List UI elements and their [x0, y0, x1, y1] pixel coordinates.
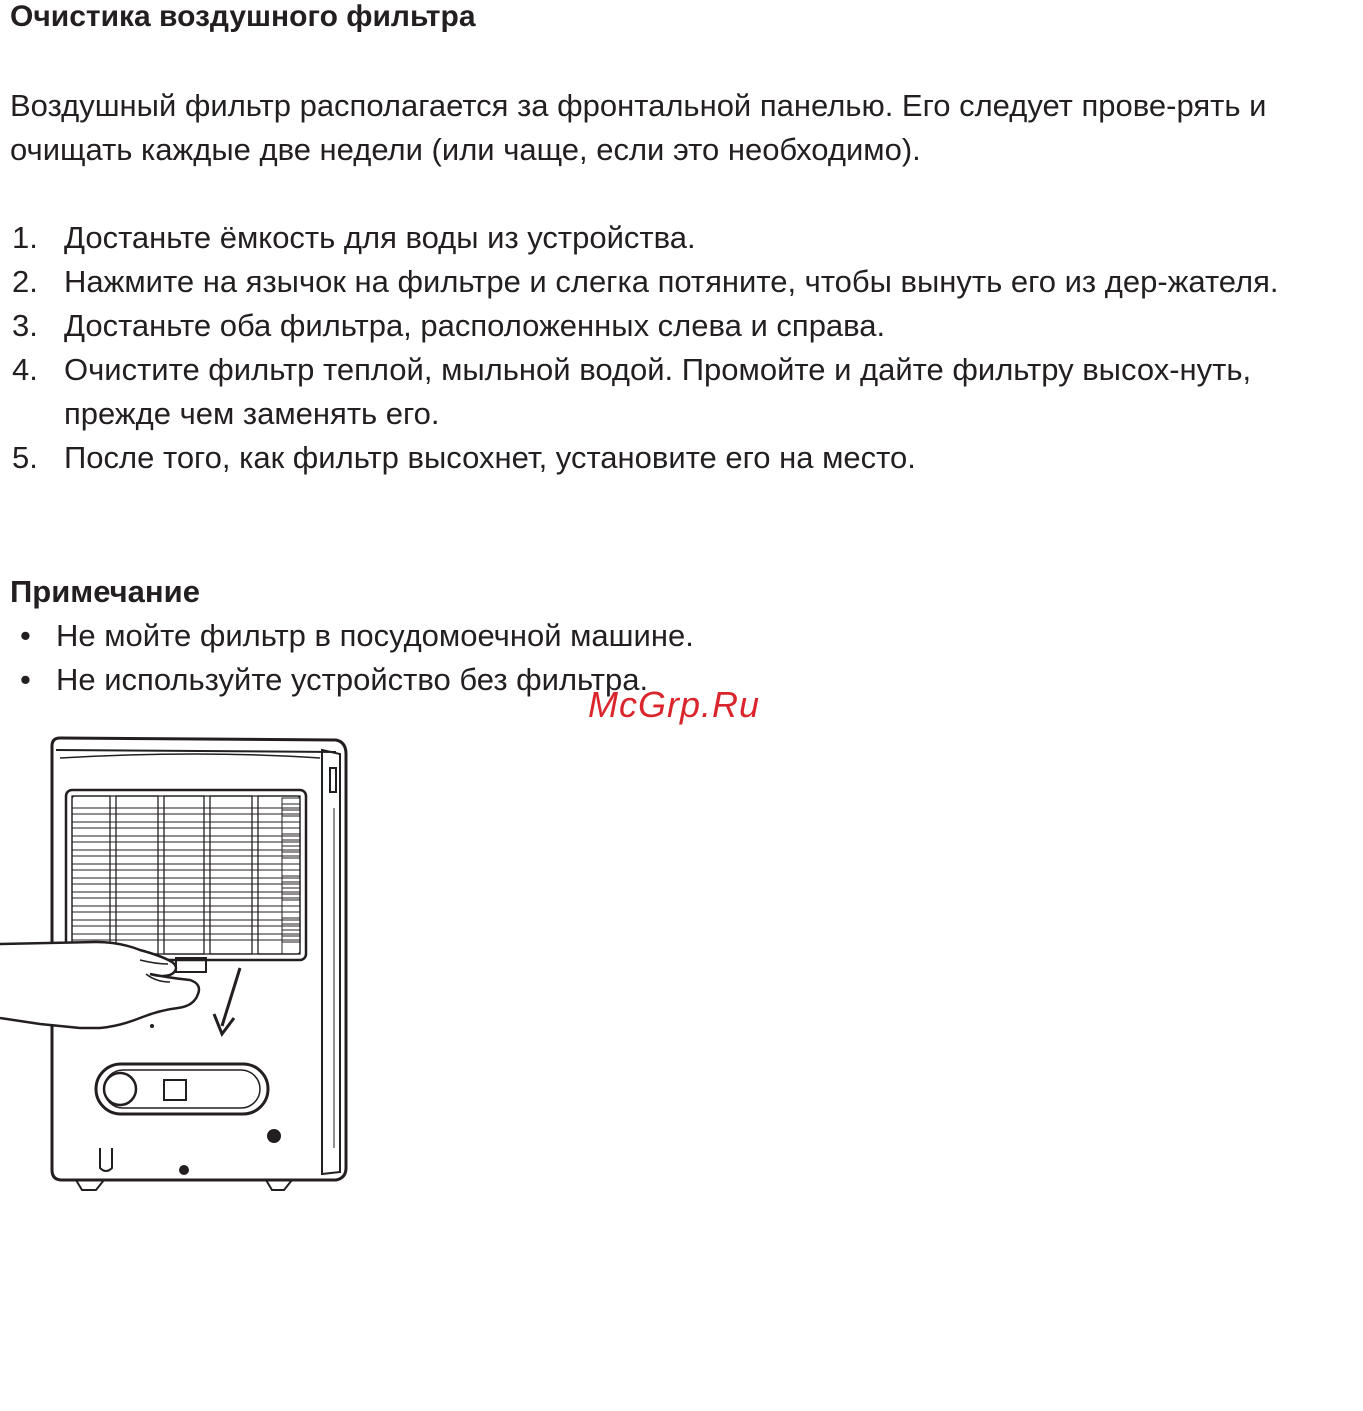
note-title: Примечание: [10, 574, 200, 609]
step-item: [10, 348, 1355, 436]
step-text: Достаньте ёмкость для воды из устройства.: [64, 220, 696, 255]
step-text: Нажмите на язычок на фильтре и слегка потяните, чтобы вынуть его из дер-жателя.: [64, 264, 1279, 299]
step-item: [10, 436, 1355, 480]
bullet-icon: •: [20, 618, 31, 653]
step-number: 1.: [12, 220, 38, 255]
dehumidifier-filter-removal-illustration: [0, 728, 360, 1198]
watermark: McGrp.Ru: [588, 684, 761, 725]
step-item: [10, 260, 1355, 304]
step-text: Достаньте оба фильтра, расположенных слева и справа.: [64, 308, 886, 343]
intro-paragraph: Воздушный фильтр располагается за фронтальной панелью. Его следует прове-рять и очищать каждые две недели (или чаще, если это необходимо).: [10, 88, 1267, 167]
step-text: После того, как фильтр высохнет, установите его на место.: [64, 440, 916, 475]
step-number: 3.: [12, 308, 38, 343]
steps-list: [10, 216, 1355, 480]
note-text: Не используйте устройство без фильтра.: [56, 662, 649, 697]
step-number: 5.: [12, 440, 38, 475]
bullet-icon: •: [20, 662, 31, 697]
step-number: 2.: [12, 264, 38, 299]
step-item: [10, 216, 1355, 260]
step-number: 4.: [12, 352, 38, 387]
note-item: [10, 614, 694, 658]
step-item: [10, 304, 1355, 348]
note-text: Не мойте фильтр в посудомоечной машине.: [56, 618, 694, 653]
step-text: Очистите фильтр теплой, мыльной водой. Промойте и дайте фильтру высох-нуть, прежде чем заменять его.: [64, 352, 1252, 431]
section-title: Очистика воздушного фильтра: [10, 0, 476, 33]
